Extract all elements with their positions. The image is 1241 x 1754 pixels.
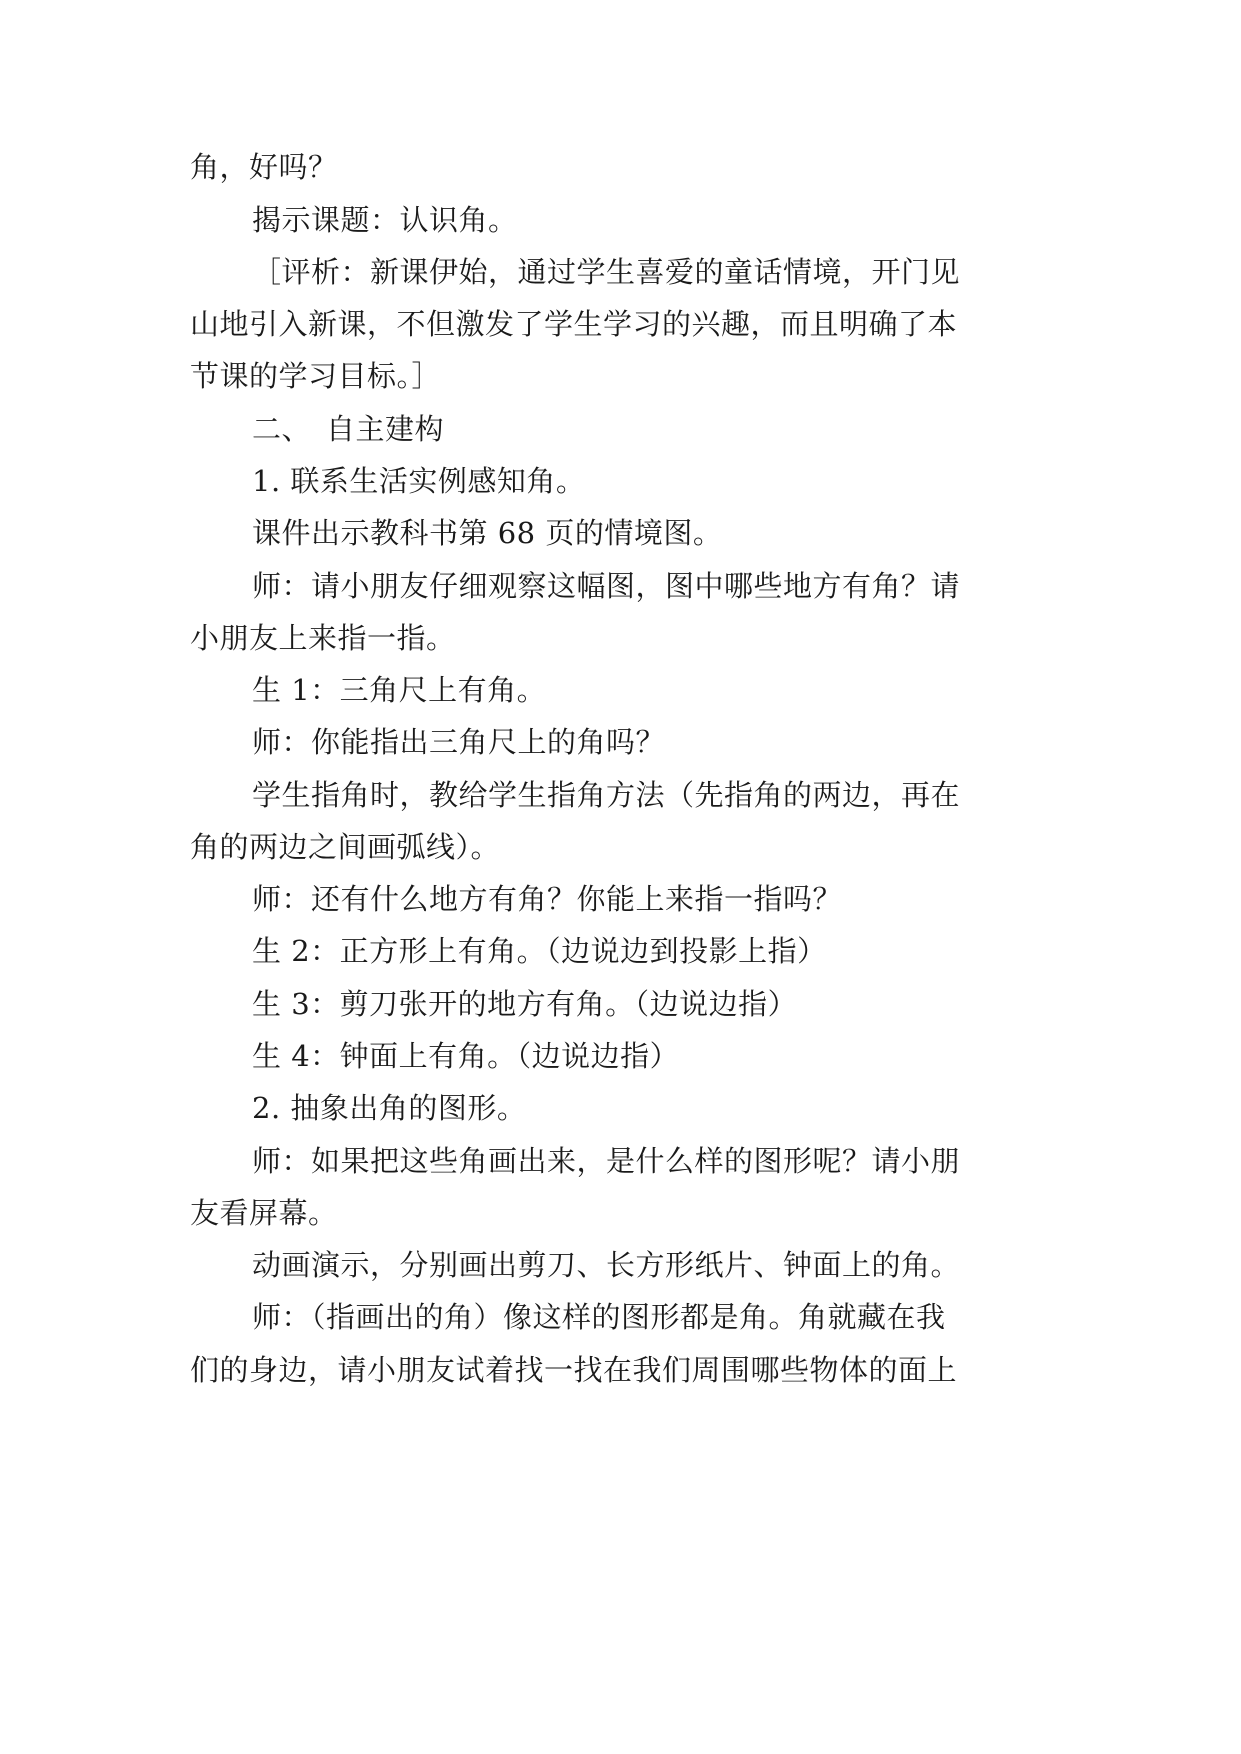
text-line: 角，好吗？: [190, 150, 338, 184]
text-line: 师：你能指出三角尺上的角吗？: [252, 725, 666, 759]
text-line: 师：还有什么地方有角？你能上来指一指吗？: [252, 882, 843, 916]
subsection-heading: 2. 抽象出角的图形。: [252, 1091, 527, 1125]
text-line: 课件出示教科书第 68 页的情境图。: [252, 516, 723, 550]
text-line: 角的两边之间画弧线）。: [190, 830, 501, 864]
text-line: 友看屏幕。: [190, 1196, 338, 1230]
text-line: 生 1：三角尺上有角。: [252, 673, 547, 707]
text-line: 学生指角时，教给学生指角方法（先指角的两边，再在: [252, 778, 961, 812]
text-line: 生 3：剪刀张开的地方有角。（边说边指）: [252, 987, 798, 1021]
text-line: 山地引入新课，不但激发了学生学习的兴趣，而且明确了本: [190, 307, 958, 341]
text-line: 师：（指画出的角）像这样的图形都是角。角就藏在我: [252, 1300, 946, 1334]
text-line: 揭示课题：认识角。: [252, 203, 518, 237]
text-line: 动画演示，分别画出剪刀、长方形纸片、钟面上的角。: [252, 1248, 961, 1282]
text-line: 师：请小朋友仔细观察这幅图，图中哪些地方有角？请: [252, 569, 961, 603]
section-heading: 二、 自主建构: [252, 412, 445, 446]
text-line: 师：如果把这些角画出来，是什么样的图形呢？请小朋: [252, 1144, 961, 1178]
text-line: 节课的学习目标。］: [190, 359, 442, 393]
text-line: 小朋友上来指一指。: [190, 621, 456, 655]
text-line: 生 2：正方形上有角。（边说边到投影上指）: [252, 934, 827, 968]
text-line: ［评析：新课伊始，通过学生喜爱的童话情境，开门见: [252, 255, 961, 289]
text-line: 生 4：钟面上有角。（边说边指）: [252, 1039, 680, 1073]
text-line: 们的身边，请小朋友试着找一找在我们周围哪些物体的面上: [190, 1353, 958, 1387]
subsection-heading: 1. 联系生活实例感知角。: [252, 464, 586, 498]
